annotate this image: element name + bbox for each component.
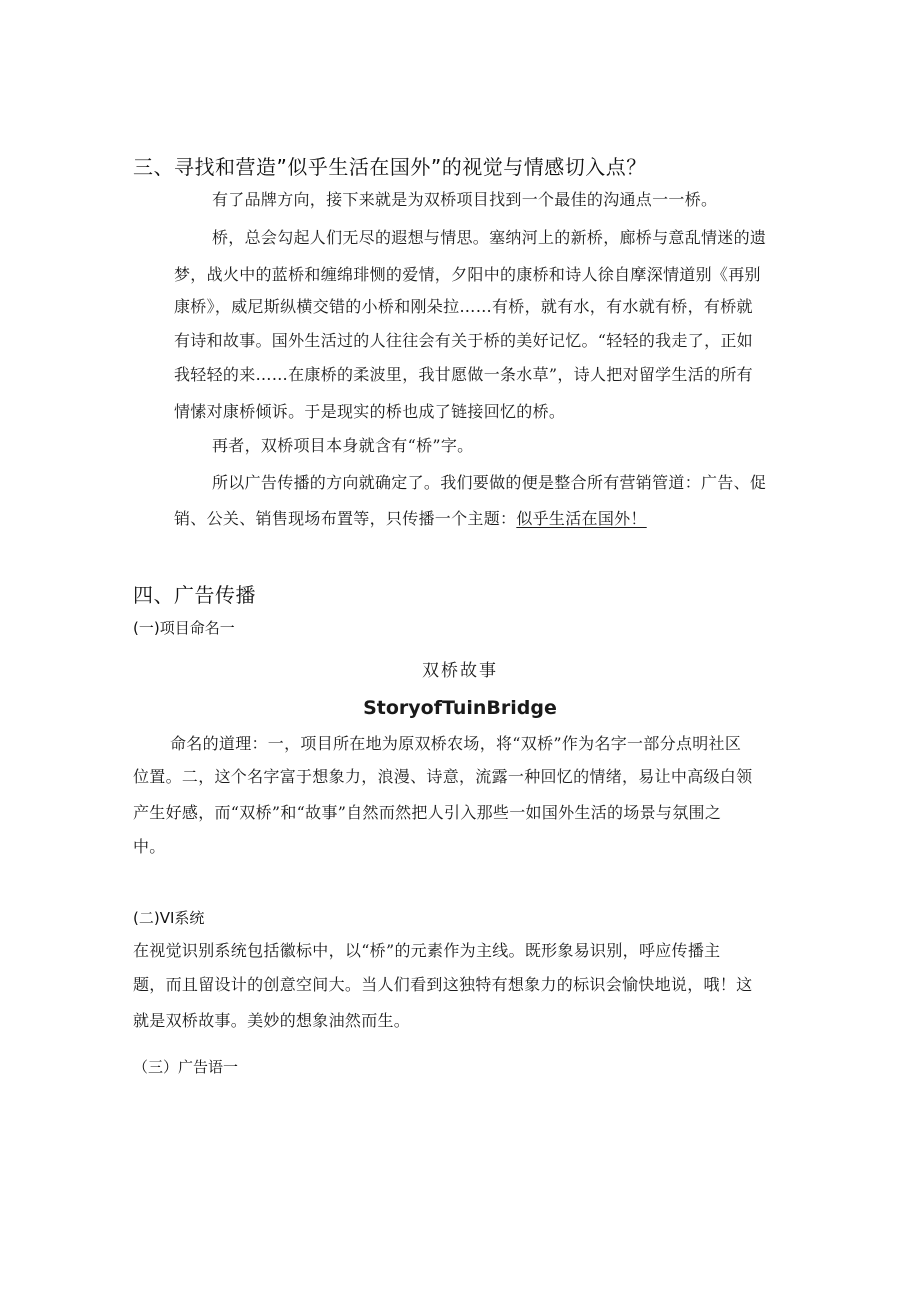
text-line: 产生好感，而“双桥”和“故事”自然而然把人引入那些一如国外生活的场景与氛围之 bbox=[133, 803, 722, 822]
section-3-heading: 三、寻找和营造”似乎生活在国外”的视觉与情感切入点？ bbox=[133, 155, 647, 179]
text-line: 就是双桥故事。美妙的想象油然而生。 bbox=[133, 1011, 411, 1030]
text-line: 位置。二，这个名字富于想象力，浪漫、诗意，流露一种回忆的情绪，易让中高级白领 bbox=[133, 767, 753, 786]
text-line: 有诗和故事。国外生活过的人往往会有关于桥的美好记忆。“轻轻的我走了，正如 bbox=[174, 331, 753, 350]
paragraph-project-name: 再者，双桥项目本身就含有“桥”字。 bbox=[212, 436, 474, 455]
section-4-heading: 四、广告传播 bbox=[133, 583, 256, 607]
text-line: 桥，总会勾起人们无尽的遐想与情思。塞纳河上的新桥，廊桥与意乱情迷的遗 bbox=[212, 228, 767, 247]
subsection-naming-title: (一)项目命名一 bbox=[133, 619, 235, 637]
subsection-vi-title: (二)VI系统 bbox=[133, 909, 205, 927]
theme-highlight: 似乎生活在国外！ bbox=[516, 509, 647, 528]
text-line: 中。 bbox=[133, 837, 166, 856]
subsection-slogan-title: （三）广告语一 bbox=[133, 1058, 239, 1076]
text-line bbox=[174, 502, 647, 536]
paragraph-intro: 有了品牌方向，接下来就是为双桥项目找到一个最佳的沟通点一一桥。 bbox=[212, 190, 718, 209]
text-line: 在视觉识别系统包括徽标中，以“桥”的元素作为主线。既形象易识别，呼应传播主 bbox=[133, 941, 721, 960]
project-name-en: StoryofTuinBridge bbox=[363, 697, 557, 719]
text-line-prefix: 销、公关、销售现场布置等，只传播一个主题： bbox=[174, 509, 517, 528]
text-line: 我轻轻的来……在康桥的柔波里，我甘愿做一条水草”，诗人把对留学生活的所有 bbox=[174, 365, 753, 384]
text-line: 梦，战火中的蓝桥和缠绵琲恻的爱情，夕阳中的康桥和诗人徐自摩深情道别《再别 bbox=[174, 265, 761, 284]
text-line: 题，而且留设计的创意空间大。当人们看到这独特有想象力的标识会愉快地说，哦！这 bbox=[133, 975, 753, 994]
text-line: 命名的道理：一，项目所在地为原双桥农场，将“双桥”作为名字一部分点明社区 bbox=[170, 734, 742, 753]
project-name-cn: 双桥故事 bbox=[422, 661, 498, 681]
text-line: 情愫对康桥倾诉。于是现实的桥也成了链接回忆的桥。 bbox=[174, 402, 566, 421]
text-line: 康桥》，威尼斯纵横交错的小桥和刚朵拉……有桥，就有水，有水就有桥，有桥就 bbox=[174, 297, 753, 316]
text-line: 所以广告传播的方向就确定了。我们要做的便是整合所有营销管道：广告、促 bbox=[212, 473, 767, 492]
